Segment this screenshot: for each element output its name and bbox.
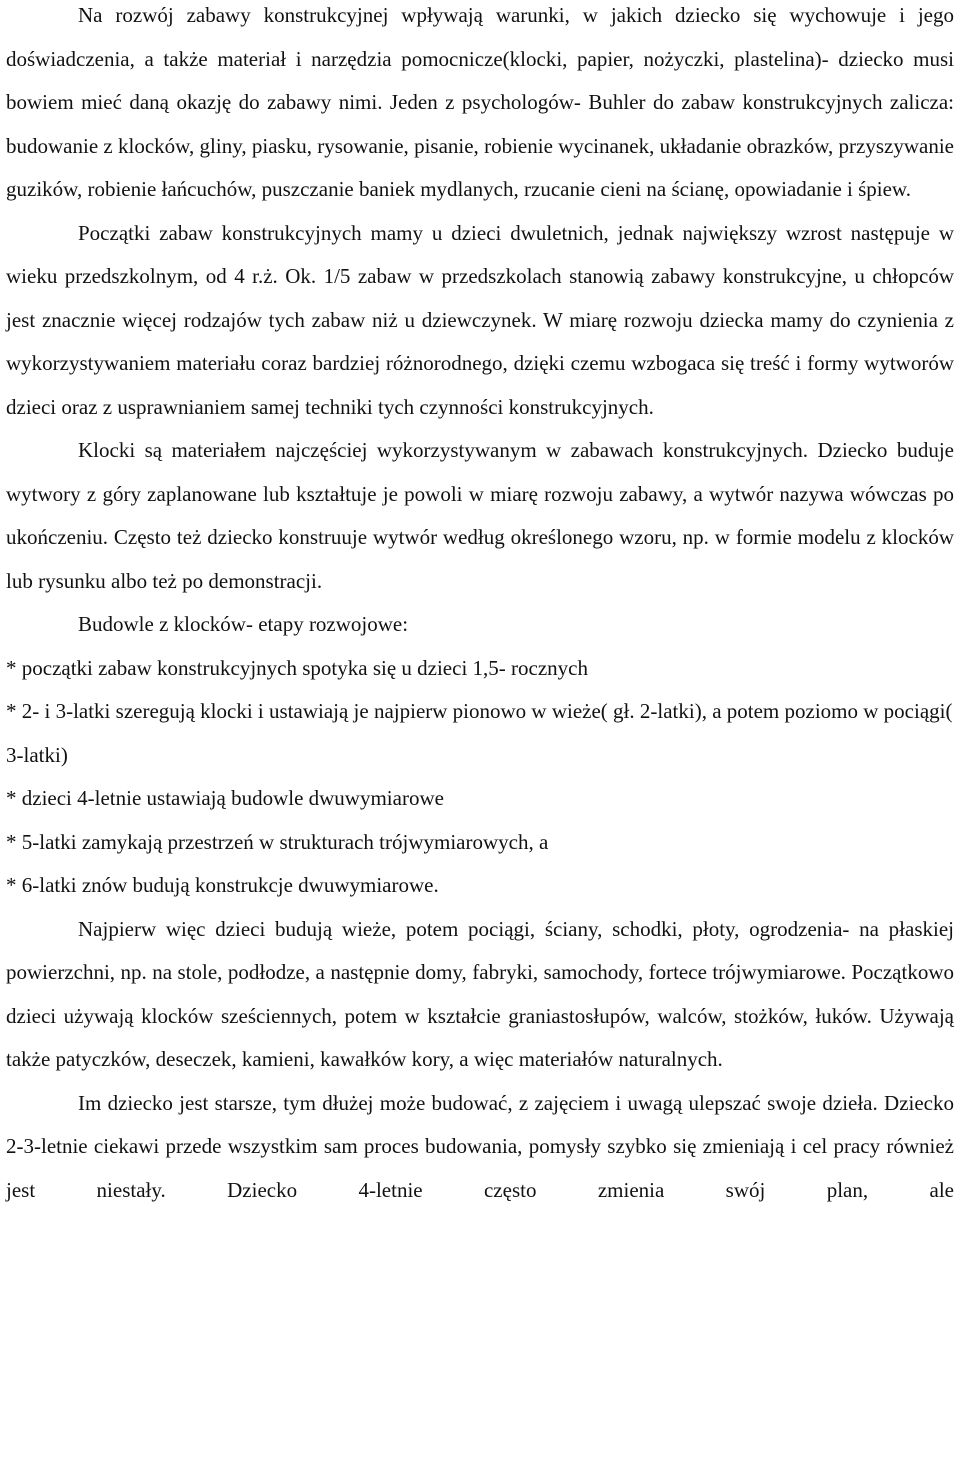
paragraph-building-sequence: Najpierw więc dzieci budują wieże, potem pociągi, ściany, schodki, płoty, ogrodzenia- na płaskiej powierzchni, np. na stole, podłodze, a następnie domy, fabryki, samochody, fortece trójwymiarowe. Początkowo dzieci używają klocków sześciennych, potem w kształcie graniastosłupów, walców, stożków, łuków. Używają także patyczków, deseczek, kamieni, kawałków kory, a więc materiałów naturalnych. — [6, 916, 954, 1071]
document-page — [6, 0, 954, 1212]
list-item-stage-4: * 5-latki zamykają przestrzeń w strukturach trójwymiarowych, a — [6, 829, 549, 854]
list-item-stage-2: * 2- i 3-latki szeregują klocki i ustawiają je najpierw pionowo w wieże( gł. 2-latki), a potem poziomo w pociągi( 3-latki) — [6, 699, 953, 767]
list-item-stage-5: * 6-latki znów budują konstrukcje dwuwymiarowe. — [6, 873, 439, 897]
paragraph-blocks-material: Klocki są materiałem najczęściej wykorzystywanym w zabawach konstrukcyjnych. Dziecko buduje wytwory z góry zaplanowane lub kształtuje je powoli w miarę rozwoju zabawy, a wytwór nazywa wówczas po ukończeniu. Często też dziecko konstruuje wytwór według określonego wzoru, np. w formie modelu z klocków lub rysunku albo też po demonstracji. — [6, 438, 954, 593]
paragraph-construction-play-age: Początki zabaw konstrukcyjnych mamy u dzieci dwuletnich, jednak największy wzrost następuje w wieku przedszkolnym, od 4 r.ż. Ok. 1/5 zabaw w przedszkolach stanowią zabawy konstrukcyjne, u chłopców jest znacznie więcej rodzajów tych zabaw niż u dziewczynek. W miarę rozwoju dziecka mamy do czynienia z wykorzystywaniem materiału coraz bardziej różnorodnego, dzięki czemu wzbogaca się treść i formy wytworów dzieci oraz z usprawnianiem samej techniki tych czynności konstrukcyjnych. — [6, 220, 954, 419]
paragraph-age-and-attention: Im dziecko jest starsze, tym dłużej może budować, z zajęciem i uwagą ulepszać swoje dzieła. Dziecko 2-3-letnie ciekawi przede wszystkim sam proces budowania, pomysły szybko się zmieniają i cel pracy również jest niestały. Dziecko 4-letnie często zmienia swój plan, ale — [6, 1090, 954, 1202]
list-item-stage-3: * dzieci 4-letnie ustawiają budowle dwuwymiarowe — [6, 786, 444, 810]
paragraph-construction-play-factors: Na rozwój zabawy konstrukcyjnej wpływają warunki, w jakich dziecko się wychowuje i jego doświadczenia, a także materiał i narzędzia pomocnicze(klocki, papier, nożyczki, plastelina)- dziecko musi bowiem mieć daną okazję do zabawy nimi. Jeden z psychologów- Buhler do zabaw konstrukcyjnych zalicza: budowanie z klocków, gliny, piasku, rysowanie, pisanie, robienie wycinanek, układanie obrazków, przyszywanie guzików, robienie łańcuchów, puszczanie baniek mydlanych, rzucanie cieni na ścianę, opowiadanie i śpiew. — [6, 3, 954, 201]
list-item-stage-1: * początki zabaw konstrukcyjnych spotyka się u dzieci 1,5- rocznych — [6, 655, 588, 680]
paragraph-development-stages-heading: Budowle z klocków- etapy rozwojowe: — [78, 612, 409, 636]
